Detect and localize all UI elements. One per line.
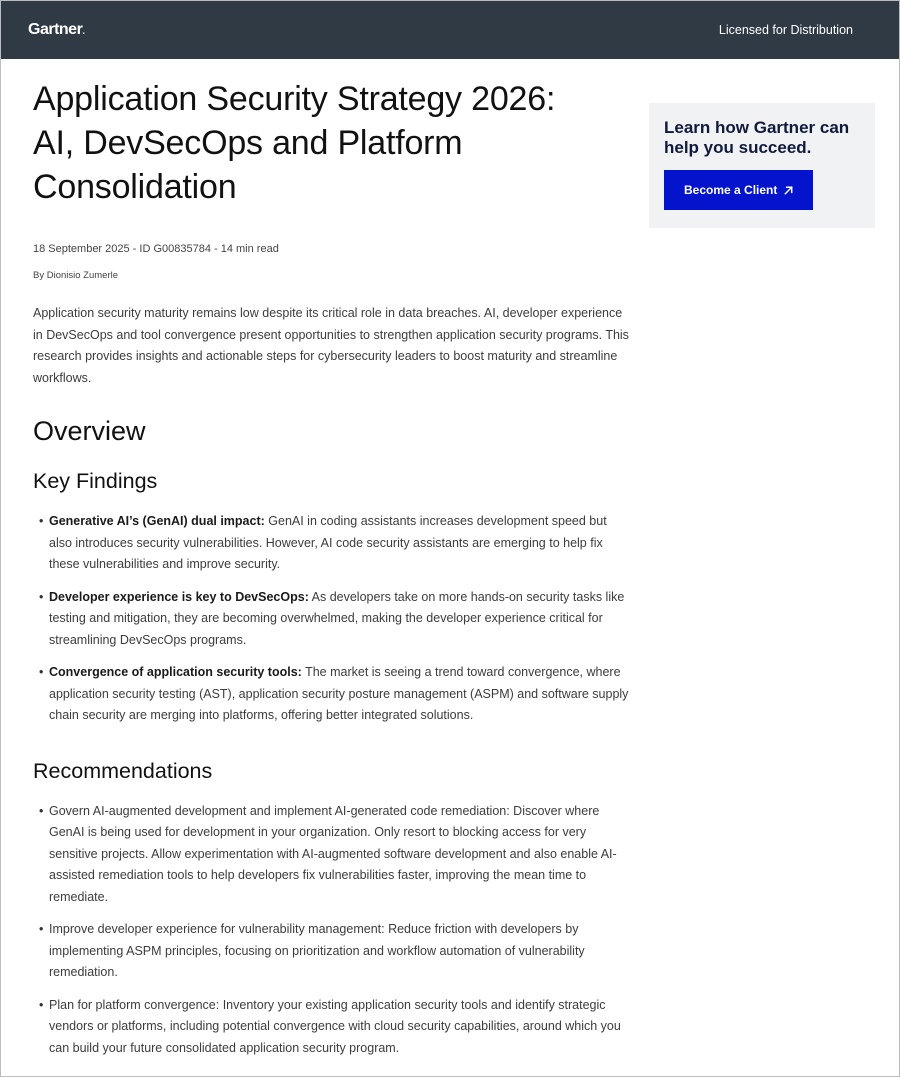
list-item: • Govern AI-augmented development and implement AI-generated code remediation: Discover where GenAI is being used for development in your organization. Only resort to blocking access for very sensitive projects. Allow experimentation with AI-augmented software development and also enable AI-assisted remediation tools to help developers fix vulnerabilities faster, improving the mean time to remediate. bbox=[33, 801, 633, 909]
overview-heading: Overview bbox=[33, 416, 146, 446]
gartner-logo[interactable]: Gartner. bbox=[28, 21, 85, 38]
article-title bbox=[33, 77, 633, 209]
list-item: • Convergence of application security tools: The market is seeing a trend toward convergence, where application security testing (AST), application security posture management (ASPM) and software supply chain security are merging into platforms, offering better integrated solutions. bbox=[33, 662, 633, 727]
promo-box bbox=[649, 103, 875, 228]
key-findings-list bbox=[33, 511, 633, 727]
key-findings-heading: Key Findings bbox=[33, 469, 158, 493]
article-author: By Dionisio Zumerle bbox=[33, 270, 118, 281]
list-item: • Plan for platform convergence: Inventory your existing application security tools and identify strategic vendors or platforms, including potential convergence with cloud security capabilities, around which you can build your future consolidated application security program. bbox=[33, 995, 633, 1060]
license-label: Licensed for Distribution bbox=[718, 23, 853, 37]
title-line-1: Application Security Strategy 2026: bbox=[33, 80, 556, 118]
recommendations-list bbox=[33, 801, 633, 1060]
cta-label: Become a Client bbox=[684, 183, 778, 197]
article-summary: Application security maturity remains low despite its critical role in data breaches. AI, developer experience in DevSecOps and tool convergence present opportunities to strengthen application security programs. This research provides insights and actionable steps for cybersecurity leaders to boost maturity and streamline workflows. bbox=[33, 306, 629, 385]
title-line-3: Consolidation bbox=[33, 168, 237, 206]
arrow-up-right-icon bbox=[783, 185, 794, 196]
become-client-button[interactable] bbox=[664, 170, 813, 210]
list-item: • Improve developer experience for vulnerability management: Reduce friction with developers by implementing ASPM principles, focusing on prioritization and workflow automation of vulnerability remediation. bbox=[33, 919, 633, 984]
recommendations-heading: Recommendations bbox=[33, 758, 213, 783]
article-main bbox=[33, 77, 633, 1070]
list-item: • Generative AI’s (GenAI) dual impact: GenAI in coding assistants increases development speed but also introduces security vulnerabilities. However, AI code security assistants are emerging to help fix these vulnerabilities and improve security. bbox=[33, 511, 633, 576]
article-meta: 18 September 2025 - ID G00835784 - 14 min read bbox=[33, 243, 279, 255]
title-line-2: AI, DevSecOps and Platform bbox=[33, 124, 463, 162]
top-bar bbox=[1, 1, 899, 59]
list-item: • Developer experience is key to DevSecOps: As developers take on more hands-on security tasks like testing and mitigation, they are becoming overwhelmed, making the developer experience critical for streamlining DevSecOps programs. bbox=[33, 587, 633, 652]
promo-heading: Learn how Gartner can help you succeed. bbox=[664, 118, 850, 157]
